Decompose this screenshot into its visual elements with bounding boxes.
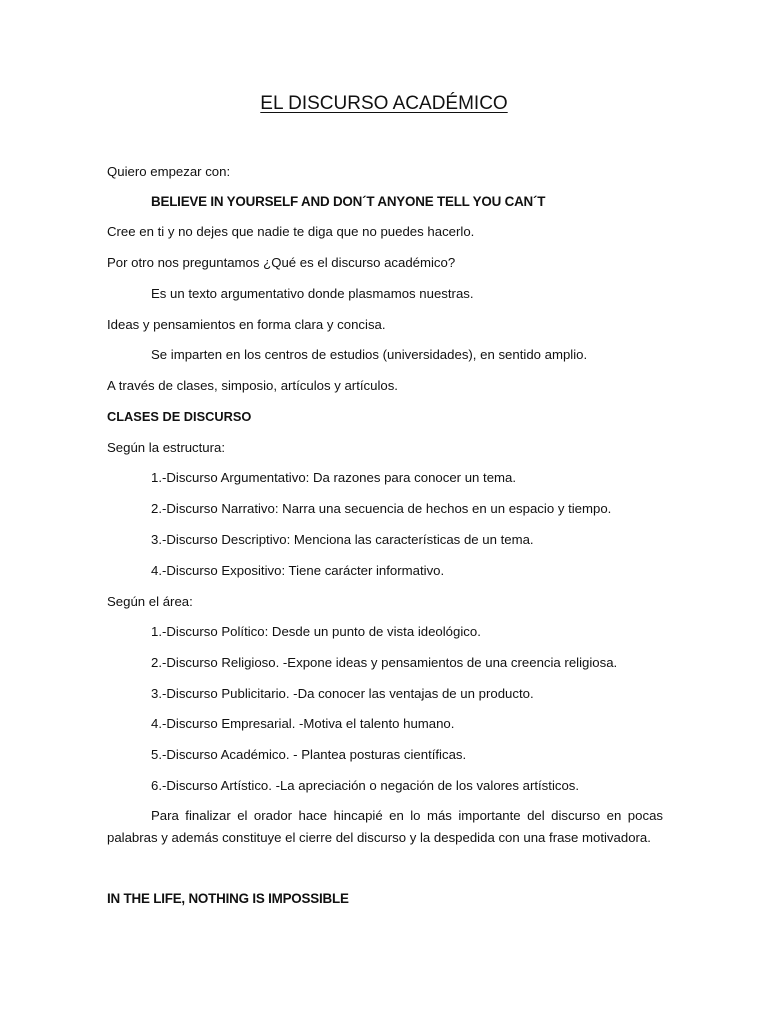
motivational-quote: BELIEVE IN YOURSELF AND DON´T ANYONE TELL YOU CAN´T: [151, 194, 546, 209]
conclusion-paragraph: Para finalizar el orador hace hincapié en lo más importante del discurso en pocas palabras y además constituye el cierre del discurso y la despedida con una frase motivadora.: [107, 808, 663, 845]
area-item-4: 4.-Discurso Empresarial. -Motiva el talento humano.: [151, 716, 455, 731]
intro-line: Quiero empezar con:: [107, 164, 231, 179]
area-item-6: 6.-Discurso Artístico. -La apreciación o negación de los valores artísticos.: [151, 778, 580, 793]
document-title-text: EL DISCURSO ACADÉMICO: [260, 93, 508, 114]
structure-item-1: 1.-Discurso Argumentativo: Da razones para conocer un tema.: [151, 470, 517, 485]
closing-phrase: IN THE LIFE, NOTHING IS IMPOSSIBLE: [107, 891, 349, 906]
definition-line-4: A través de clases, simposio, artículos y artículos.: [107, 378, 398, 393]
question-line: Por otro nos preguntamos ¿Qué es el discurso académico?: [107, 255, 456, 270]
definition-line-2: Ideas y pensamientos en forma clara y concisa.: [107, 317, 386, 332]
area-heading: Según el área:: [107, 594, 193, 609]
area-item-2: 2.-Discurso Religioso. -Expone ideas y pensamientos de una creencia religiosa.: [151, 655, 618, 670]
definition-line-3: Se imparten en los centros de estudios (universidades), en sentido amplio.: [151, 347, 588, 362]
structure-heading: Según la estructura:: [107, 440, 226, 455]
classes-heading: CLASES DE DISCURSO: [107, 409, 252, 424]
area-item-3: 3.-Discurso Publicitario. -Da conocer las ventajas de un producto.: [151, 686, 534, 701]
structure-item-4: 4.-Discurso Expositivo: Tiene carácter informativo.: [151, 563, 445, 578]
structure-item-3: 3.-Discurso Descriptivo: Menciona las características de un tema.: [151, 532, 534, 547]
area-item-1: 1.-Discurso Político: Desde un punto de vista ideológico.: [151, 624, 481, 639]
quote-translation: Cree en ti y no dejes que nadie te diga que no puedes hacerlo.: [107, 224, 475, 239]
structure-item-2: 2.-Discurso Narrativo: Narra una secuencia de hechos en un espacio y tiempo.: [151, 501, 612, 516]
area-item-5: 5.-Discurso Académico. - Plantea posturas científicas.: [151, 747, 467, 762]
document-title: [0, 92, 768, 116]
definition-line-1: Es un texto argumentativo donde plasmamos nuestras.: [151, 286, 474, 301]
